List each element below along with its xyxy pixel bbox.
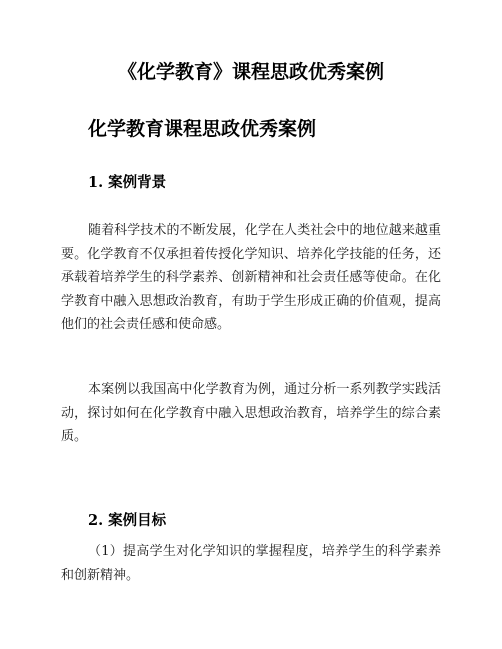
document-subtitle: 化学教育课程思政优秀案例	[88, 118, 317, 140]
section-heading-goals: 2. 案例目标	[88, 512, 167, 529]
paragraph-background-1: 随着科学技术的不断发展，化学在人类社会中的地位越来越重要。化学教育不仅承担着传授化学知识、培养化学技能的任务，还承载着培养学生的科学素养、创新精神和社会责任感等使命。在化学教育中融入思想政治教育，有助于学生形成正确的价值观，提高他们的社会责任感和使命感。	[61, 223, 441, 332]
paragraph-background-2: 本案例以我国高中化学教育为例，通过分析一系列教学实践活动，探讨如何在化学教育中融入思想政治教育，培养学生的综合素质。	[61, 382, 441, 444]
document-title: 《化学教育》课程思政优秀案例	[117, 61, 384, 83]
paragraph-goals-1: （1）提高学生对化学知识的掌握程度，培养学生的科学素养和创新精神。	[61, 544, 441, 583]
section-heading-background: 1. 案例背景	[88, 174, 167, 191]
